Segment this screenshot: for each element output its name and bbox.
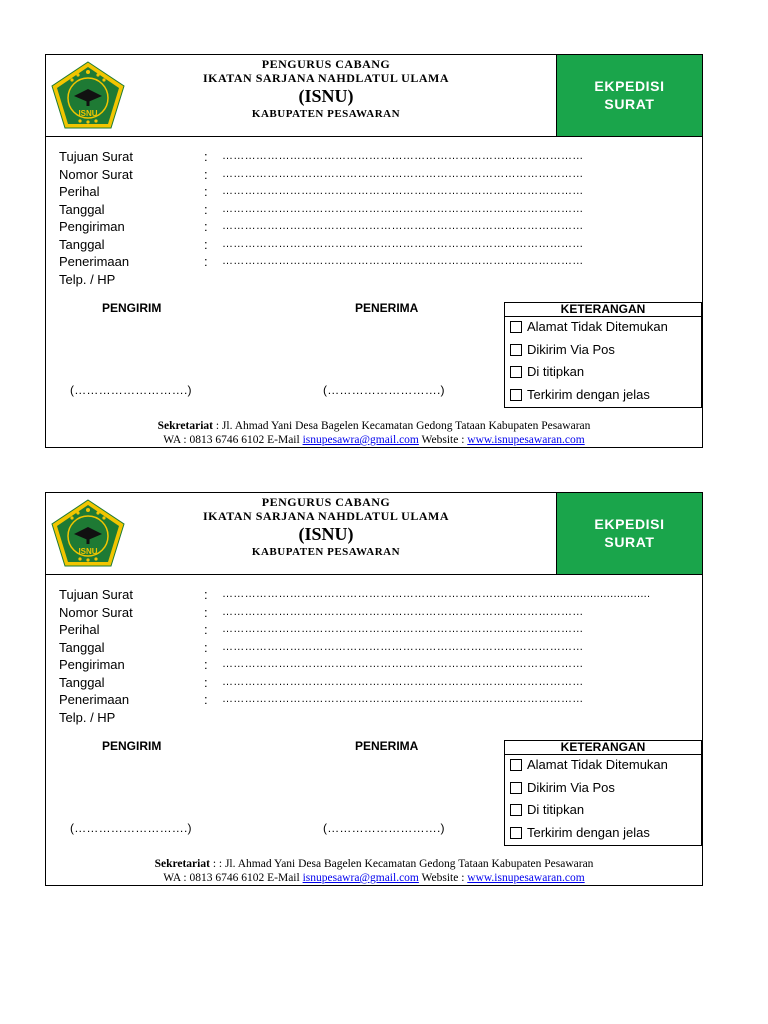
field-label: Perihal [59,184,100,199]
form-fields [59,586,699,726]
field-row [59,691,699,709]
pengirim-signature-blank[interactable]: (……………………….) [70,383,192,397]
field-label: Tanggal [59,201,105,217]
field-colon: : [204,219,208,234]
logo-text: ISNU [78,109,98,118]
org-line-2: IKATAN SARJANA NAHDLATUL ULAMA [202,71,450,85]
field-colon: : [204,254,208,269]
field-label: Telp. / HP [59,709,116,725]
field-colon: : [204,166,208,182]
checkbox[interactable] [510,759,522,771]
field-colon: : [204,622,208,637]
field-label: Tanggal [59,674,105,690]
field-row [59,674,699,692]
footer-contact-line [46,871,702,885]
org-line-1: PENGURUS CABANG [261,57,391,71]
footer-wa: WA : 0813 6746 6102 E-Mail [163,872,303,884]
option-label: Alamat Tidak Ditemukan [527,319,668,334]
field-row [59,183,699,201]
form-header [46,55,702,137]
field-blank[interactable]: …………………………………………………………………………………… [222,255,584,267]
option-label: Dikirim Via Pos [527,779,615,795]
field-colon: : [204,201,208,217]
field-blank[interactable]: …………………………………………………………………………………… [222,150,584,162]
badge-line-1: EKPEDISI [594,78,665,94]
keterangan-title: KETERANGAN [505,303,701,317]
field-colon: : [204,692,208,707]
footer-label: Sekretariat [154,858,210,870]
footer-email-link[interactable]: isnupesawra@gmail.com [302,434,419,446]
field-colon: : [204,149,208,164]
field-row [59,639,699,657]
field-colon: : [204,657,208,672]
keterangan-option[interactable] [505,340,701,363]
field-blank[interactable]: …………………………………………………………………………………… [222,640,584,653]
option-label: Alamat Tidak Ditemukan [527,757,668,772]
org-line-2: IKATAN SARJANA NAHDLATUL ULAMA [202,509,450,523]
option-label: Terkirim dengan jelas [527,824,650,840]
footer-web-label: Website : [418,872,468,884]
field-row [59,218,699,236]
field-colon: : [204,184,208,199]
keterangan-box [504,740,702,846]
field-label: Tujuan Surat [59,587,133,602]
form-footer [46,857,702,885]
field-label: Telp. / HP [59,271,116,287]
footer-wa: WA : 0813 6746 6102 E-Mail [163,434,303,446]
isnu-logo-icon [50,60,126,132]
option-label: Di titipkan [527,802,585,817]
footer-label: Sekretariat [157,420,213,432]
pengirim-label: PENGIRIM [102,739,162,753]
field-blank[interactable]: …………………………………………………………………………………… [222,202,584,215]
field-row [59,604,699,622]
org-line-1: PENGURUS CABANG [261,495,391,509]
field-blank[interactable]: …………………………………………………………………………………… [222,623,584,635]
isnu-logo-icon [50,498,126,570]
expedition-form-1 [45,54,703,448]
field-colon: : [204,604,208,620]
keterangan-option[interactable] [505,317,701,340]
field-label: Penerimaan [59,692,130,707]
field-colon: : [204,639,208,655]
form-fields [59,148,699,288]
field-label: Pengiriman [59,219,125,234]
field-blank[interactable]: …………………………………………………………………………………… [222,167,584,180]
checkbox[interactable] [510,827,522,839]
option-label: Terkirim dengan jelas [527,386,650,402]
checkbox[interactable] [510,389,522,401]
keterangan-option[interactable] [505,800,701,823]
field-row [59,201,699,219]
field-label: Perihal [59,622,100,637]
form-header [46,493,702,575]
badge-line-2: SURAT [604,534,655,550]
keterangan-box [504,302,702,408]
badge-line-2: SURAT [604,96,655,112]
footer-web-label: Website : [418,434,468,446]
pengirim-signature-blank[interactable]: (……………………….) [70,821,192,835]
expedition-form-2 [45,492,703,886]
field-colon: : [204,674,208,690]
keterangan-option[interactable] [505,778,701,801]
field-row [59,621,699,639]
field-blank[interactable]: …………………………………………………………………………………… [222,658,584,670]
field-label: Pengiriman [59,657,125,672]
keterangan-option[interactable] [505,385,701,408]
keterangan-title: KETERANGAN [505,741,701,755]
footer-email-link[interactable]: isnupesawra@gmail.com [302,872,419,884]
checkbox[interactable] [510,804,522,816]
checkbox[interactable] [510,321,522,333]
field-blank[interactable]: …………………………………………………………………………………… [222,237,584,250]
field-label: Nomor Surat [59,604,133,620]
pengirim-label: PENGIRIM [102,301,162,315]
penerima-label: PENERIMA [355,301,419,315]
keterangan-option[interactable] [505,755,701,778]
footer-address-line [46,419,702,433]
logo-text: ISNU [78,547,98,556]
field-label: Tanggal [59,236,105,252]
org-line-3: (ISNU) [298,86,354,106]
penerima-signature-blank[interactable]: (……………………….) [323,383,445,397]
field-blank[interactable]: …………………………………………………………………………….............................. [222,588,651,600]
option-label: Di titipkan [527,364,585,379]
organization-name [166,495,486,559]
field-row [59,709,699,727]
checkbox[interactable] [510,366,522,378]
field-blank[interactable]: …………………………………………………………………………………… [222,693,584,705]
field-blank[interactable]: …………………………………………………………………………………… [222,605,584,618]
field-row [59,271,699,289]
footer-address: : Jl. Ahmad Yani Desa Bagelen Kecamatan Gedong Tataan Kabupaten Pesawaran [212,420,591,432]
field-label: Tanggal [59,639,105,655]
checkbox[interactable] [510,344,522,356]
footer-address: : : Jl. Ahmad Yani Desa Bagelen Kecamatan Gedong Tataan Kabupaten Pesawaran [209,858,594,870]
field-blank[interactable]: …………………………………………………………………………………… [222,185,584,197]
field-row [59,586,699,604]
keterangan-option[interactable] [505,823,701,846]
field-colon: : [204,236,208,252]
ekspedisi-badge [556,493,702,574]
footer-contact-line [46,433,702,447]
penerima-label: PENERIMA [355,739,419,753]
keterangan-option[interactable] [505,362,701,385]
field-row [59,253,699,271]
field-row [59,236,699,254]
option-label: Dikirim Via Pos [527,341,615,357]
field-row [59,148,699,166]
org-line-4: KABUPATEN PESAWARAN [251,546,401,558]
footer-address-line [46,857,702,871]
field-label: Tujuan Surat [59,149,133,164]
field-blank[interactable]: …………………………………………………………………………………… [222,220,584,232]
field-colon: : [204,587,208,602]
field-row [59,656,699,674]
ekspedisi-badge [556,55,702,136]
form-footer [46,419,702,447]
checkbox[interactable] [510,782,522,794]
penerima-signature-blank[interactable]: (……………………….) [323,821,445,835]
field-row [59,166,699,184]
footer-website-link[interactable]: www.isnupesawaran.com [467,434,585,446]
field-blank[interactable]: …………………………………………………………………………………… [222,675,584,688]
organization-name [166,57,486,121]
footer-website-link[interactable]: www.isnupesawaran.com [467,872,585,884]
org-line-3: (ISNU) [298,524,354,544]
field-label: Nomor Surat [59,166,133,182]
field-label: Penerimaan [59,254,130,269]
org-line-4: KABUPATEN PESAWARAN [251,108,401,120]
badge-line-1: EKPEDISI [594,516,665,532]
